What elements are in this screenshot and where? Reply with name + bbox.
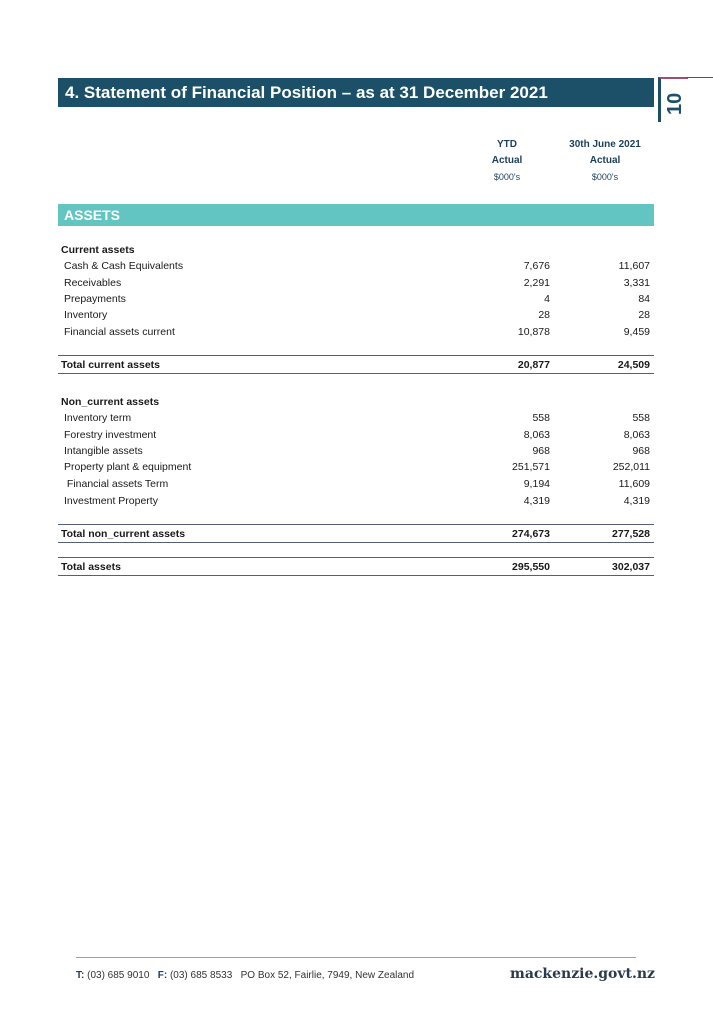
row-label: Total assets <box>61 561 121 573</box>
row-ytd-value: 28 <box>538 309 550 321</box>
table-row <box>58 258 654 274</box>
row-label: Total non_current assets <box>61 528 186 540</box>
table-row <box>58 275 654 291</box>
row-ytd-value: 558 <box>532 412 550 424</box>
total-row-assets <box>58 559 654 575</box>
row-ytd-value: 7,676 <box>523 260 550 272</box>
row-june-value: 3,331 <box>623 277 650 289</box>
row-june-value: 277,528 <box>612 528 650 540</box>
row-june-value: 558 <box>632 412 650 424</box>
row-label: Forestry investment <box>64 429 157 441</box>
page-number: 10 <box>664 92 686 116</box>
total-row-current <box>58 357 654 373</box>
row-ytd-value: 4 <box>544 293 550 305</box>
table-row <box>58 476 654 492</box>
row-june-value: 8,063 <box>623 429 650 441</box>
column-header-line1: YTD <box>497 139 517 150</box>
row-june-value: 968 <box>632 445 650 457</box>
row-ytd-value: 9,194 <box>523 478 550 490</box>
row-ytd-value: 8,063 <box>523 429 550 441</box>
row-label: Financial assets current <box>64 326 175 338</box>
divider <box>58 373 654 374</box>
section-heading-noncurrent <box>58 394 654 410</box>
column-header-line1: 30th June 2021 <box>569 139 641 150</box>
footer-contact <box>76 970 414 981</box>
phone-label: T: <box>76 970 85 981</box>
page-tab-line <box>686 77 713 78</box>
divider <box>58 355 654 356</box>
row-label: Total current assets <box>61 359 161 371</box>
postal-address: PO Box 52, Fairlie, 7949, New Zealand <box>240 970 415 981</box>
column-header-june <box>555 137 655 185</box>
fax-number: (03) 685 8533 <box>167 970 233 981</box>
footer-divider <box>76 957 636 958</box>
row-label: Inventory term <box>64 412 132 424</box>
row-june-value: 24,509 <box>617 359 650 371</box>
page-title: 4. Statement of Financial Position – as at 31 December 2021 <box>58 78 654 107</box>
divider <box>58 557 654 558</box>
row-label: Financial assets Term <box>64 478 169 490</box>
row-ytd-value: 274,673 <box>512 528 550 540</box>
row-june-value: 84 <box>638 293 650 305</box>
row-label: Cash & Cash Equivalents <box>64 260 184 272</box>
row-label: Intangible assets <box>64 445 143 457</box>
row-june-value: 9,459 <box>623 326 650 338</box>
divider <box>58 575 654 576</box>
column-header-ytd <box>457 137 557 185</box>
row-june-value: 11,609 <box>618 478 650 490</box>
row-june-value: 302,037 <box>612 561 650 573</box>
phone-number: (03) 685 9010 <box>84 970 150 981</box>
row-june-value: 4,319 <box>623 495 650 507</box>
column-header-line2: Actual <box>491 155 523 166</box>
row-label: Prepayments <box>64 293 126 305</box>
table-row <box>58 291 654 307</box>
table-row <box>58 410 654 426</box>
row-label: Investment Property <box>64 495 158 507</box>
table-row <box>58 493 654 509</box>
row-june-value: 11,607 <box>618 260 650 272</box>
website-link[interactable]: mackenzie.govt.nz <box>510 966 655 982</box>
section-label: Non_current assets <box>61 396 160 408</box>
table-row <box>58 307 654 323</box>
row-ytd-value: 251,571 <box>512 461 550 473</box>
column-header-line2: Actual <box>589 155 621 166</box>
table-row <box>58 459 654 475</box>
assets-heading: ASSETS <box>58 204 654 226</box>
total-row-noncurrent <box>58 526 654 542</box>
column-header-unit: $000's <box>591 172 619 182</box>
divider <box>58 524 654 525</box>
row-ytd-value: 295,550 <box>512 561 550 573</box>
row-june-value: 252,011 <box>612 461 650 473</box>
table-row <box>58 324 654 340</box>
fax-label: F: <box>157 970 168 981</box>
row-ytd-value: 10,878 <box>517 326 550 338</box>
table-row <box>58 427 654 443</box>
table-row <box>58 443 654 459</box>
row-label: Receivables <box>64 277 122 289</box>
row-label: Property plant & equipment <box>64 461 192 473</box>
section-heading-current <box>58 242 654 258</box>
row-ytd-value: 20,877 <box>517 359 550 371</box>
row-ytd-value: 2,291 <box>523 277 550 289</box>
column-header-unit: $000's <box>493 172 521 182</box>
row-ytd-value: 4,319 <box>523 495 550 507</box>
row-june-value: 28 <box>638 309 650 321</box>
row-label: Inventory <box>64 309 108 321</box>
section-label: Current assets <box>61 244 135 256</box>
row-ytd-value: 968 <box>532 445 550 457</box>
divider <box>58 542 654 543</box>
